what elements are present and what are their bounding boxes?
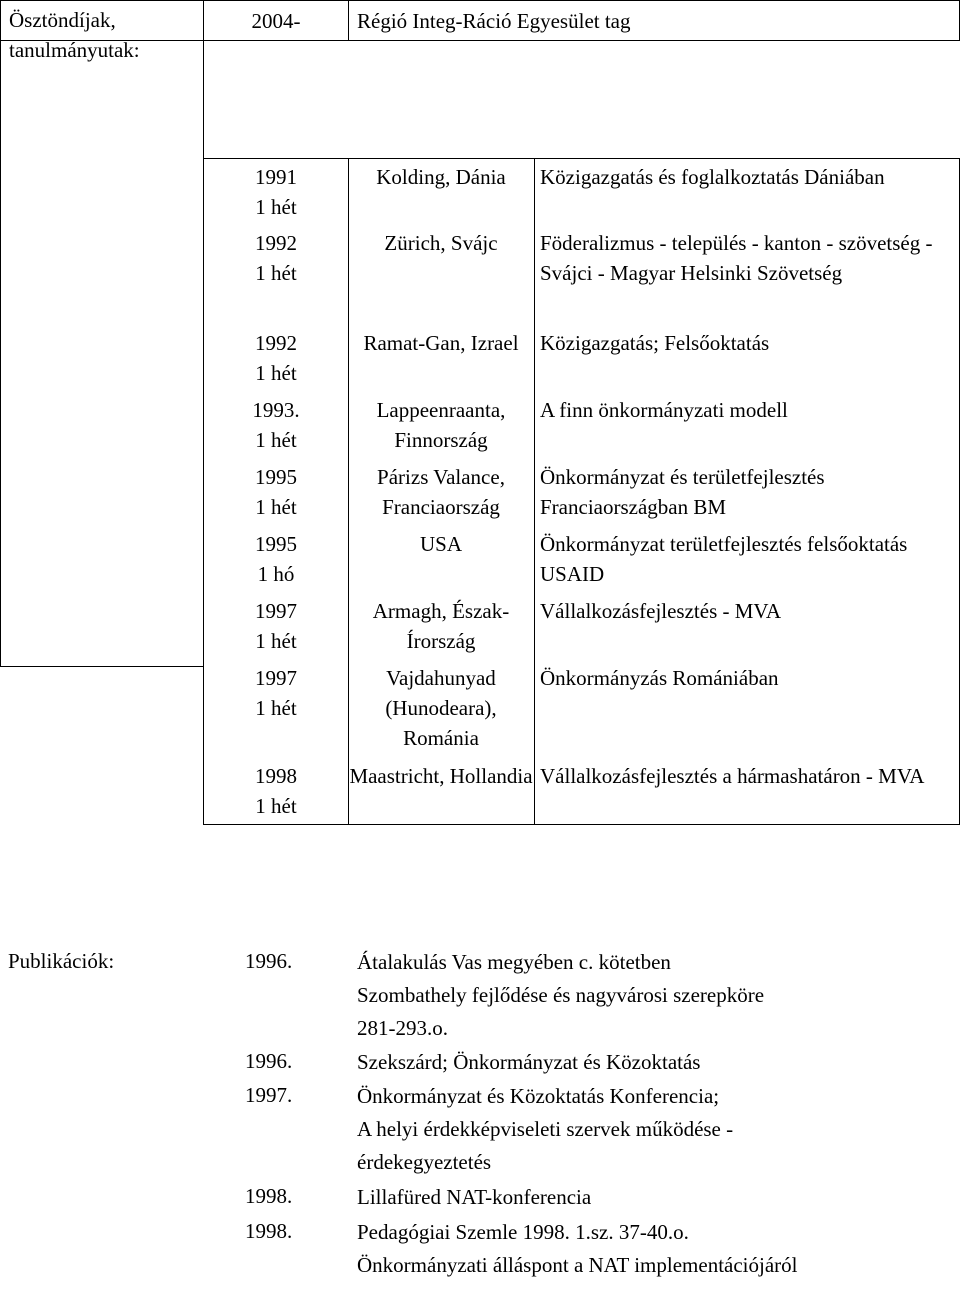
publication-line: Lillafüred NAT-konferencia: [357, 1185, 592, 1209]
scholarship-place: [348, 225, 535, 325]
publication-line: Önkormányzat és Közoktatás Konferencia;: [357, 1084, 720, 1108]
scholarship-place: [348, 526, 535, 593]
scholarship-row: [203, 526, 960, 593]
scholarship-year: 1991: [255, 165, 297, 189]
scholarship-topic-text: Vállalkozásfejlesztés - MVA: [540, 599, 782, 623]
scholarship-row: [203, 593, 960, 660]
scholarship-topic: [534, 593, 960, 660]
scholarship-year: 1995: [255, 532, 297, 556]
scholarship-duration: 1 hét: [255, 361, 297, 385]
publication-line: Önkormányzati álláspont a NAT implementációjáról: [357, 1253, 798, 1277]
scholarship-row: [203, 459, 960, 526]
scholarship-year: 1998: [255, 764, 297, 788]
scholarship-duration: 1 hét: [255, 261, 297, 285]
scholarship-topic: [534, 225, 960, 325]
scholarship-place: [348, 158, 535, 225]
scholarship-duration: 1 hét: [255, 696, 297, 720]
scholarship-place: [348, 325, 535, 392]
publication-year: 1998.: [245, 1184, 293, 1208]
scholarship-duration: 1 hét: [255, 794, 297, 818]
scholarship-topic: [534, 660, 960, 758]
scholarship-place: [348, 758, 535, 825]
scholarship-place-text: Zürich, Svájc: [384, 231, 498, 255]
scholarship-topic: [534, 325, 960, 392]
scholarship-row: [203, 392, 960, 459]
publication-year: 1998.: [245, 1219, 293, 1243]
publication-entry: [357, 1181, 947, 1214]
scholarship-year: 1993.: [252, 398, 300, 422]
scholarship-row: [203, 325, 960, 392]
publication-line: Szombathely fejlődése és nagyvárosi szerepköre: [357, 983, 765, 1007]
scholarship-year: 1992: [255, 331, 297, 355]
membership-text: Régió Integ-Ráció Egyesület tag: [348, 0, 960, 41]
publication-year: 1996.: [245, 1049, 293, 1073]
scholarship-place-text: USA: [419, 532, 462, 556]
scholarship-topic: [534, 758, 960, 825]
scholarship-year-cell: [203, 526, 349, 593]
membership-label-cell: [0, 0, 204, 41]
scholarship-place: [348, 593, 535, 660]
publication-entry: [357, 1080, 947, 1179]
publication-line: A helyi érdekképviseleti szervek működése -: [357, 1117, 734, 1141]
scholarship-place-text: Ramat-Gan, Izrael: [363, 331, 519, 355]
scholarship-topic-text: Önkormányzat területfejlesztés felsőoktatás USAID: [540, 532, 908, 586]
scholarship-place-text: Lappeenraanta, Finnország: [376, 398, 506, 452]
publication-entry: [357, 1046, 947, 1079]
scholarship-topic-text: Közigazgatás; Felsőoktatás: [540, 331, 770, 355]
scholarship-row: [203, 660, 960, 758]
scholarship-year-cell: [203, 660, 349, 758]
scholarship-row: [203, 758, 960, 825]
scholarship-topic-text: A finn önkormányzati modell: [540, 398, 788, 422]
publication-line: érdekegyeztetés: [357, 1150, 492, 1174]
publication-entry: [357, 1216, 947, 1282]
scholarship-place-text: Kolding, Dánia: [376, 165, 506, 189]
scholarship-topic-text: Önkormányzás Romániában: [540, 666, 779, 690]
publication-line: Átalakulás Vas megyében c. kötetben: [357, 950, 671, 974]
scholarship-row: [203, 225, 960, 325]
scholarship-topic-text: Közigazgatás és foglalkoztatás Dániában: [540, 165, 885, 189]
scholarship-topic-text: Föderalizmus - település - kanton - szövetség - Svájci - Magyar Helsinki Szövetség: [540, 231, 933, 285]
publication-line: Szekszárd; Önkormányzat és Közoktatás: [357, 1050, 701, 1074]
scholarship-topic: [534, 459, 960, 526]
scholarship-year-cell: [203, 158, 349, 225]
scholarship-year-cell: [203, 225, 349, 325]
publication-entry: [357, 946, 947, 1045]
scholarship-place-text: Párizs Valance, Franciaország: [377, 465, 505, 519]
publication-year: 1997.: [245, 1083, 293, 1107]
scholarship-topic: [534, 158, 960, 225]
scholarship-row: [203, 158, 960, 225]
scholarship-year: 1997: [255, 666, 297, 690]
scholarship-year: 1997: [255, 599, 297, 623]
scholarship-topic-text: Vállalkozásfejlesztés a hármashatáron - MVA: [540, 764, 925, 788]
scholarship-duration: 1 hó: [257, 562, 295, 586]
scholarship-year-cell: [203, 593, 349, 660]
scholarship-topic: [534, 392, 960, 459]
scholarship-year-cell: [203, 392, 349, 459]
scholarship-year-cell: [203, 758, 349, 825]
publication-year: 1996.: [245, 949, 293, 973]
scholarship-year: 1992: [255, 231, 297, 255]
membership-row: [0, 0, 960, 41]
scholarship-place-text: Armagh, Észak-Írország: [372, 599, 510, 653]
scholarship-place: [348, 392, 535, 459]
scholarship-duration: 1 hét: [255, 195, 297, 219]
scholarship-topic: [534, 526, 960, 593]
scholarship-duration: 1 hét: [255, 495, 297, 519]
scholarship-place-text: Maastricht, Hollandia: [349, 764, 533, 788]
scholarship-place: [348, 459, 535, 526]
scholarship-duration: 1 hét: [255, 428, 297, 452]
scholarship-place-text: Vajdahunyad (Hunodeara), Románia: [385, 666, 497, 750]
publication-line: 281-293.o.: [357, 1016, 448, 1040]
scholarship-topic-text: Önkormányzat és területfejlesztés Franciaországban BM: [540, 465, 825, 519]
scholarship-duration: 1 hét: [255, 629, 297, 653]
scholarship-year-cell: [203, 459, 349, 526]
membership-year: 2004-: [203, 0, 349, 41]
scholarship-place: [348, 660, 535, 758]
scholarships-label: Ösztöndíjak, tanulmányutak:: [0, 0, 204, 667]
scholarship-year: 1995: [255, 465, 297, 489]
publication-line: Pedagógiai Szemle 1998. 1.sz. 37-40.o.: [357, 1220, 689, 1244]
publications-label: Publikációk:: [8, 949, 115, 973]
scholarship-year-cell: [203, 325, 349, 392]
